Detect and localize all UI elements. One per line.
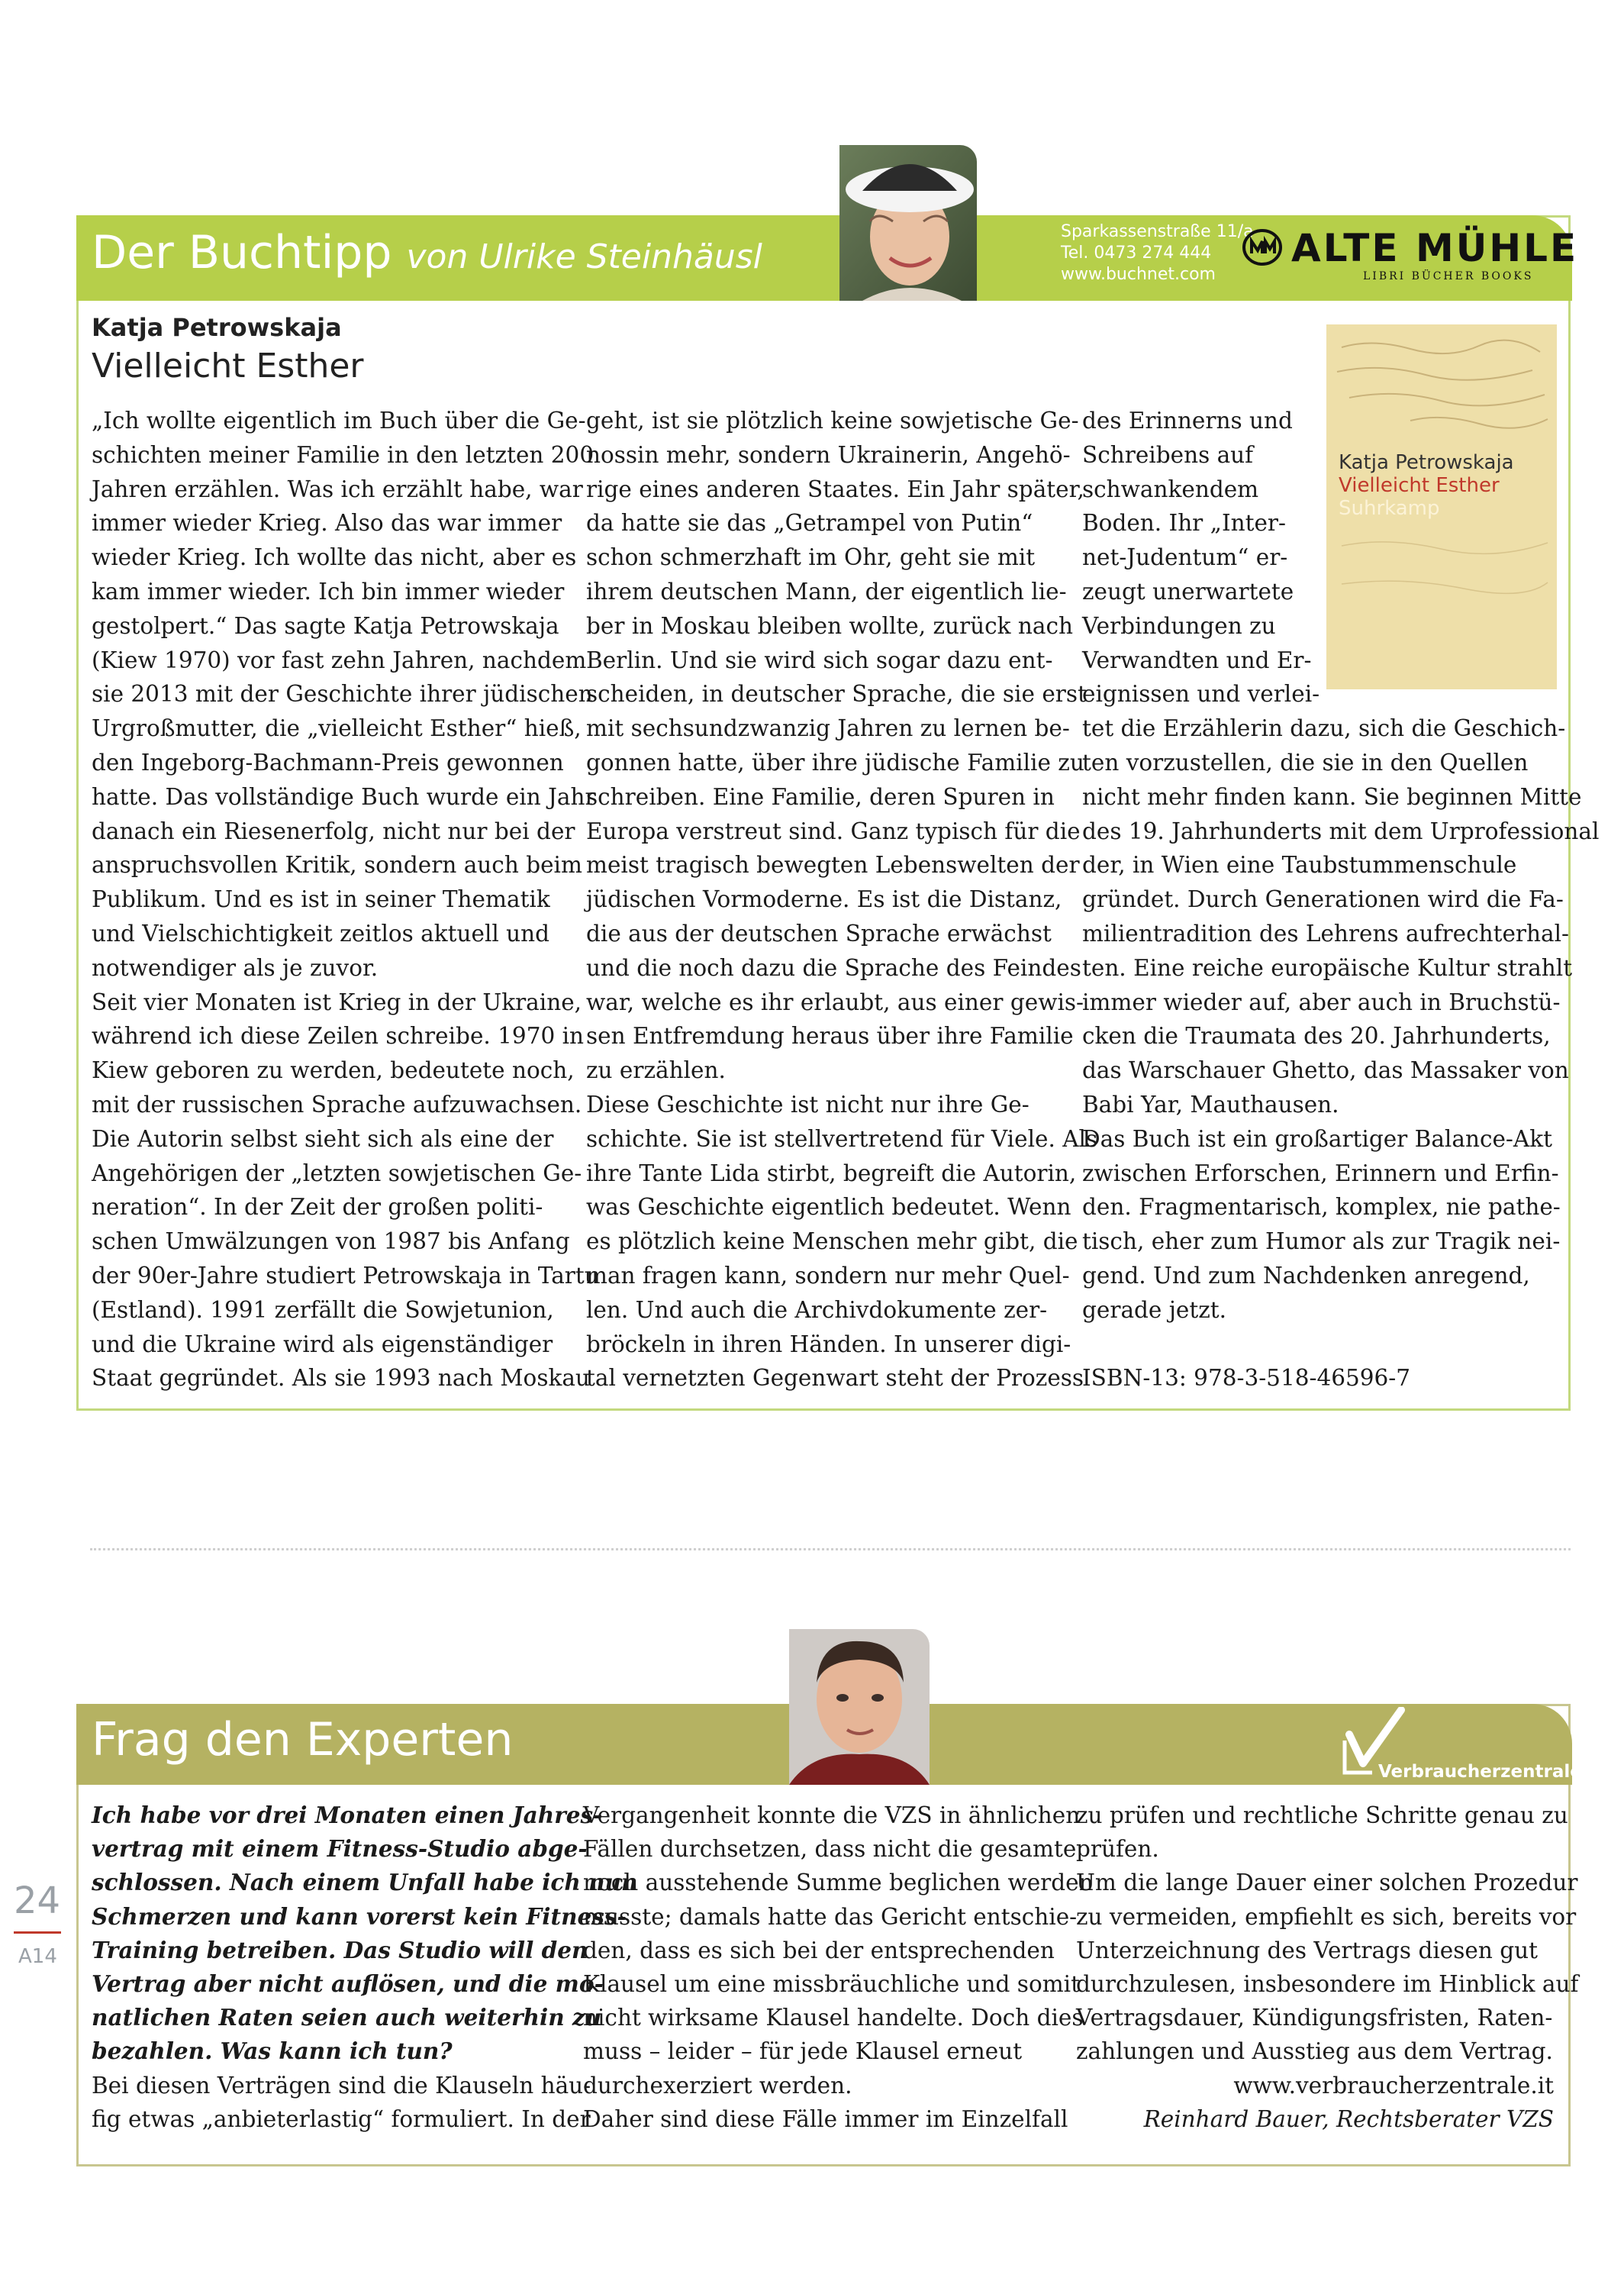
cover-publisher: Suhrkamp xyxy=(1339,497,1440,520)
experte-column-2 xyxy=(583,1799,1094,2136)
text-line: Vertragsdauer, Kündigungsfristen, Raten- xyxy=(1076,2005,1553,2031)
text-line: noch ausstehende Summe beglichen werden xyxy=(583,1870,1094,1896)
section-divider xyxy=(90,1548,1571,1550)
text-line: zwischen Erforschen, Erinnern und Erfin- xyxy=(1082,1160,1559,1186)
text-line: scheiden, in deutscher Sprache, die sie erst xyxy=(586,681,1087,708)
text-line: das Warschauer Ghetto, das Massaker von xyxy=(1082,1057,1569,1084)
text-line: Vergangenheit konnte die VZS in ähnlichen xyxy=(583,1802,1081,1828)
text-line: schichte. Sie ist stellvertretend für Viele. Als xyxy=(586,1125,1098,1152)
page-number: 24 xyxy=(14,1879,61,1922)
shop-address xyxy=(1061,221,1254,286)
text-line: mit sechsundzwanzig Jahren zu lernen be- xyxy=(586,715,1070,742)
text-line: (Estland). 1991 zerfällt die Sowjetunion, xyxy=(92,1296,554,1323)
buchtipp-subtitle: von Ulrike Steinhäusl xyxy=(406,237,762,276)
text-line: Europa verstreut sind. Ganz typisch für die xyxy=(586,818,1081,844)
text-line: der 90er-Jahre studiert Petrowskaja in Tartu xyxy=(92,1262,599,1289)
signature: Reinhard Bauer, Rechtsberater VZS xyxy=(1143,2105,1554,2132)
text-line: eignissen und verlei- xyxy=(1082,681,1320,708)
text-line: nicht wirksame Klausel handelte. Doch dies xyxy=(583,2005,1084,2031)
text-line: schichten meiner Familie in den letzten 200 xyxy=(92,441,594,468)
text-line: zu prüfen und rechtliche Schritte genau zu xyxy=(1076,1802,1568,1828)
text-line: sen Entfremdung heraus über ihre Familie xyxy=(586,1023,1074,1050)
text-line: Angehörigen der „letzten sowjetischen Ge- xyxy=(92,1160,582,1186)
text-line: sie 2013 mit der Geschichte ihrer jüdischen xyxy=(92,681,593,708)
buchtipp-title: Der Buchtipp xyxy=(92,226,392,279)
address-phone: Tel. 0473 274 444 xyxy=(1061,244,1212,263)
text-line: den Ingeborg-Bachmann-Preis gewonnen xyxy=(92,749,564,776)
text-line: schreiben. Eine Familie, deren Spuren in xyxy=(586,783,1055,810)
text-line: gründet. Durch Generationen wird die Fa- xyxy=(1082,886,1564,913)
text-line: immer wieder Krieg. Also das war immer xyxy=(92,510,562,537)
text-line: nicht mehr finden kann. Sie beginnen Mitte xyxy=(1082,783,1582,810)
text-line: während ich diese Zeilen schreibe. 1970 in xyxy=(92,1023,585,1050)
text-line: wieder Krieg. Ich wollte das nicht, aber es xyxy=(92,544,577,571)
book-author: Katja Petrowskaja xyxy=(92,313,342,342)
text-line: Publikum. Und es ist in seiner Thematik xyxy=(92,886,550,913)
reviewer-photo xyxy=(839,145,977,301)
text-line: Das Buch ist ein großartiger Balance-Akt xyxy=(1082,1125,1552,1152)
text-line: net-Judentum“ er- xyxy=(1082,544,1288,571)
text-line: durchzulesen, insbesondere im Hinblick auf xyxy=(1076,1970,1579,1997)
text-line: war, welche es ihr erlaubt, aus einer gewis- xyxy=(586,989,1084,1015)
text-line: musste; damals hatte das Gericht entschie- xyxy=(583,1903,1078,1930)
book-title: Vielleicht Esther xyxy=(92,347,364,386)
text-line: mit der russischen Sprache aufzuwachsen. xyxy=(92,1091,582,1118)
address-web: www.buchnet.com xyxy=(1061,265,1216,284)
text-line: Jahren erzählen. Was ich erzählt habe, war xyxy=(92,476,583,502)
cover-author: Katja Petrowskaja xyxy=(1339,451,1514,474)
text-line: „Ich wollte eigentlich im Buch über die Ge- xyxy=(92,408,586,434)
text-line: die aus der deutschen Sprache erwächst xyxy=(586,920,1052,947)
buchtipp-heading xyxy=(92,226,762,279)
verbraucherzentrale-name: Verbraucherzentrale xyxy=(1378,1762,1582,1782)
text-line: Bei diesen Verträgen sind die Klauseln häu- xyxy=(92,2072,591,2099)
text-line: zeugt unerwartete xyxy=(1082,578,1294,605)
text-line: danach ein Riesenerfolg, nicht nur bei der xyxy=(92,818,575,844)
text-line: schon schmerzhaft im Ohr, geht sie mit xyxy=(586,544,1036,571)
text-line: des 19. Jahrhunderts mit dem Urprofessional xyxy=(1082,818,1600,844)
text-line: Babi Yar, Mauthausen. xyxy=(1082,1091,1339,1118)
question-line: Vertrag aber nicht auflösen, und die mo- xyxy=(92,1970,604,1997)
question-line: schlossen. Nach einem Unfall habe ich nun xyxy=(92,1869,638,1896)
text-line: prüfen. xyxy=(1076,1836,1159,1863)
text-line: es plötzlich keine Menschen mehr gibt, die xyxy=(586,1228,1078,1255)
text-line: muss – leider – für jede Klausel erneut xyxy=(583,2038,1023,2065)
page-number-rule xyxy=(14,1931,61,1934)
text-line: Diese Geschichte ist nicht nur ihre Ge- xyxy=(586,1091,1030,1118)
text-line: cken die Traumata des 20. Jahrhunderts, xyxy=(1082,1023,1551,1050)
text-line: tet die Erzählerin dazu, sich die Geschich- xyxy=(1082,715,1566,742)
text-line: Klausel um eine missbräuchliche und somit xyxy=(583,1970,1080,1997)
text-line: Verbindungen zu xyxy=(1082,612,1276,639)
text-line: Verwandten und Er- xyxy=(1082,647,1312,673)
text-line: Schreibens auf xyxy=(1082,441,1254,468)
text-line: Fällen durchsetzen, dass nicht die gesamte xyxy=(583,1836,1077,1863)
text-line: den. Fragmentarisch, komplex, nie pathe- xyxy=(1082,1194,1561,1221)
text-line: len. Und auch die Archivdokumente zer- xyxy=(586,1296,1048,1323)
buchtipp-column-2 xyxy=(586,404,1097,1395)
text-line: Berlin. Und sie wird sich sogar dazu ent- xyxy=(586,647,1053,673)
question-line: vertrag mit einem Fitness-Studio abge- xyxy=(92,1835,588,1863)
question-line: Schmerzen und kann vorerst kein Fitness- xyxy=(92,1902,627,1930)
isbn: ISBN-13: 978-3-518-46596-7 xyxy=(1082,1365,1411,1392)
text-line: zu vermeiden, empfiehlt es sich, bereits vor xyxy=(1076,1903,1577,1930)
text-line: man fragen kann, sondern nur mehr Quel- xyxy=(586,1262,1070,1289)
question-line: Training betreiben. Das Studio will den xyxy=(92,1936,588,1963)
text-line: kam immer wieder. Ich bin immer wieder xyxy=(92,578,565,605)
text-line: (Kiew 1970) vor fast zehn Jahren, nachdem xyxy=(92,647,587,673)
text-line: schen Umwälzungen von 1987 bis Anfang xyxy=(92,1228,570,1255)
text-line: Daher sind diese Fälle immer im Einzelfall xyxy=(583,2105,1068,2132)
experte-column-1 xyxy=(92,1799,637,2136)
text-line: Die Autorin selbst sieht sich als eine der xyxy=(92,1125,554,1152)
text-line: Boden. Ihr „Inter- xyxy=(1082,510,1286,537)
text-line: gonnen hatte, über ihre jüdische Familie zu xyxy=(586,749,1084,776)
text-line: Staat gegründet. Als sie 1993 nach Moskau xyxy=(92,1365,590,1392)
text-line: Urgroßmutter, die „vielleicht Esther“ hieß, xyxy=(92,715,582,742)
question-line: Ich habe vor drei Monaten einen Jahres- xyxy=(92,1802,603,1828)
text-line: fig etwas „anbieterlastig“ formuliert. In der xyxy=(92,2105,591,2132)
alte-muehle-logo-icon xyxy=(1242,227,1282,267)
experte-title: Frag den Experten xyxy=(92,1713,514,1766)
text-line: anspruchsvollen Kritik, sondern auch beim xyxy=(92,852,582,879)
text-line: ihrem deutschen Mann, der eigentlich lie- xyxy=(586,578,1067,605)
page-code: A14 xyxy=(18,1945,57,1968)
text-line: notwendiger als je zuvor. xyxy=(92,954,379,981)
text-line: durchexerziert werden. xyxy=(583,2072,852,2099)
text-line: bröckeln in ihren Händen. In unserer digi- xyxy=(586,1331,1071,1357)
text-line: den, dass es sich bei der entsprechenden xyxy=(583,1937,1055,1963)
text-line: Um die lange Dauer einer solchen Prozedur xyxy=(1076,1870,1578,1896)
question-line: natlichen Raten seien auch weiterhin zu xyxy=(92,2004,602,2031)
book-cover xyxy=(1326,324,1557,689)
text-line: meist tragisch bewegten Lebenswelten der xyxy=(586,852,1080,879)
website-link[interactable]: www.verbraucherzentrale.it xyxy=(1233,2072,1554,2099)
text-line: was Geschichte eigentlich bedeutet. Wenn xyxy=(586,1194,1071,1221)
text-line: gerade jetzt. xyxy=(1082,1296,1226,1323)
address-street: Sparkassenstraße 11/a xyxy=(1061,222,1254,241)
question-line: bezahlen. Was kann ich tun? xyxy=(92,2037,453,2065)
text-line: ten vorzustellen, die sie in den Quellen xyxy=(1082,749,1529,776)
text-line: geht, ist sie plötzlich keine sowjetische Ge- xyxy=(586,408,1079,434)
cover-title: Vielleicht Esther xyxy=(1339,474,1500,497)
text-line: gestolpert.“ Das sagte Katja Petrowskaja xyxy=(92,612,559,639)
text-line: jüdischen Vormoderne. Es ist die Distanz, xyxy=(586,886,1062,913)
expert-photo xyxy=(789,1629,930,1785)
shop-name: ALTE MÜHLE xyxy=(1291,226,1579,270)
text-line: der, in Wien eine Taubstummenschule xyxy=(1082,852,1517,879)
text-line: ihre Tante Lida stirbt, begreift die Autorin, xyxy=(586,1160,1077,1186)
text-line: zahlungen und Ausstieg aus dem Vertrag. xyxy=(1076,2038,1553,2065)
text-line: neration“. In der Zeit der großen politi- xyxy=(92,1194,543,1221)
text-line: immer wieder auf, aber auch in Bruchstü- xyxy=(1082,989,1561,1015)
text-line: des Erinnerns und xyxy=(1082,408,1293,434)
text-line: Seit vier Monaten ist Krieg in der Ukraine, xyxy=(92,989,582,1015)
shop-subtitle: LIBRI BÜCHER BOOKS xyxy=(1363,270,1534,282)
text-line: nossin mehr, sondern Ukrainerin, Angehö- xyxy=(586,441,1071,468)
text-line: Kiew geboren zu werden, bedeutete noch, xyxy=(92,1057,575,1084)
text-line: und Vielschichtigkeit zeitlos aktuell und xyxy=(92,920,550,947)
text-line: Unterzeichnung des Vertrags diesen gut xyxy=(1076,1937,1538,1963)
text-line: und die noch dazu die Sprache des Feindes xyxy=(586,954,1081,981)
text-line: rige eines anderen Staates. Ein Jahr später, xyxy=(586,476,1084,502)
text-line: da hatte sie das „Getrampel von Putin“ xyxy=(586,510,1033,537)
experte-column-3 xyxy=(1076,1799,1579,2136)
text-line: hatte. Das vollständige Buch wurde ein Jahr xyxy=(92,783,596,810)
text-line: milientradition des Lehrens aufrechterhal- xyxy=(1082,920,1569,947)
text-line: schwankendem xyxy=(1082,476,1259,502)
text-line: tisch, eher zum Humor als zur Tragik nei- xyxy=(1082,1228,1561,1255)
text-line: ten. Eine reiche europäische Kultur strahlt xyxy=(1082,954,1573,981)
buchtipp-column-1 xyxy=(92,404,599,1395)
text-line: und die Ukraine wird als eigenständiger xyxy=(92,1331,553,1357)
text-line: zu erzählen. xyxy=(586,1057,726,1084)
text-line: ber in Moskau bleiben wollte, zurück nach xyxy=(586,612,1073,639)
text-line: gend. Und zum Nachdenken anregend, xyxy=(1082,1262,1530,1289)
text-line: tal vernetzten Gegenwart steht der Prozess xyxy=(586,1365,1084,1392)
